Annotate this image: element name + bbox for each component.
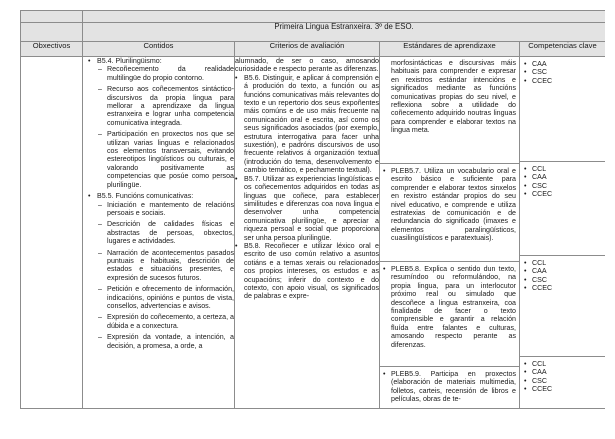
header-estandares: Estándares de aprendizaxe [380,42,520,57]
estandar-block [380,367,519,408]
estandares-cell [380,57,520,409]
contido-block [88,192,234,350]
obxectivos-cell [21,57,83,409]
competencia-tag: • CCEC [523,385,602,393]
contido-heading: B5.5. Funcións comunicativas: [97,192,194,201]
competencia-tag: • CSC [523,68,602,76]
competencia-tag: • CAA [523,368,602,376]
header-contidos: Contidos [83,42,235,57]
estandar-block [380,262,519,367]
criterios-cell [235,57,380,409]
competencias-block [520,357,605,398]
criterios-list [235,74,379,301]
contido-item: – Expresión da vontade, a intención, a decisión, a promesa, a orde, a [98,333,234,350]
estandar-text: Participa en proxectos (elaboración de materiais multimedia, folletos, carteis, recensión de libros e películas, obras de te- [391,370,516,404]
contido-heading: B5.4. Plurilingüismo: [97,57,162,65]
estandar-text: Utiliza un vocabulario oral e escrito básico e suficiente para comprender e elaborar textos sinxelos en rexistro estándar propios do seu nivel educativo, e comprende e utiliza estratexias de comunicación e de redundancia do significado (imaxes e elementos paralingüísticos, cuasilingüísticos e paratextuais). [391,167,516,243]
column-header-row [21,42,606,57]
competencia-tag: • CSC [523,377,602,385]
criterio-item: • B5.8. Recoñecer e utilizar léxico oral e escrito de uso común relativo a asuntos cotiáns e a temas xerais ou relacionados cos propios intereses, os estudos e as ocupacións; inferir do contexto e do cotexto, con apoio visual, os significados de palabras e expre- [235,242,379,301]
header-obxectivos: Obxectivos [21,42,83,57]
contido-item: – Recurso aos coñecementos sintáctico-discursivos da propia lingua para mellorar a aprendizaxe da lingua estranxeira e lograr unha competencia comunicativa integrada. [98,85,234,127]
competencia-tag: • CCEC [523,190,602,198]
title-row [21,23,606,42]
competencia-tag: • CSC [523,182,602,190]
contido-item: – Participación en proxectos nos que se utilizan varias linguas e relacionados cos elementos transversais, evitando estereotipos lingüísticos ou culturais, e valorando positivamente as competencias que posúe como persoa plurilingüe. [98,130,234,189]
competencia-tag: • CAA [523,60,602,68]
header-competencias: Competencias clave [520,42,606,57]
curriculum-document [20,10,605,428]
competencia-tag: • CAA [523,267,602,275]
contidos-list [83,57,234,350]
content-row [21,57,606,409]
criterio-text: alumnado, de ser o caso, amosando curiosidade e respecto perante as diferenzas. [235,57,379,74]
contido-item: – Petición e ofrecemento de información, indicacións, opinións e puntos de vista, consellos, advertencias e avisos. [98,285,234,310]
contido-item: – Recoñecemento da realidade multilingüe do propio contorno. [98,65,234,82]
estandar-text: morfosintácticas e discursivas máis habituais para comprender e expresar en rexistros estándar intencións e significados mediante as funcións comunicativas propias do seu nivel, e reflexiona sobre a utilidade do coñecemento adquirido noutras linguas para comprender e elaborar textos na lingua meta. [391,59,516,135]
competencia-tag: • CCL [523,259,602,267]
estandar-block [380,57,519,164]
competencia-tag: • CCEC [523,77,602,85]
curriculum-table [20,10,605,409]
contido-block [88,57,234,189]
competencias-block [520,57,605,162]
top-header-row [21,11,606,23]
table-title: Primeira Lingua Estranxeira. 3º de ESO. [83,23,606,42]
contido-item: – Descrición de calidades físicas e abstractas de persoas, obxectos, lugares e actividades. [98,220,234,245]
competencia-tag: • CCL [523,165,602,173]
header-criterios: Criterios de avaliación [235,42,380,57]
estandar-code: PLEB5.9. [391,370,421,378]
estandar-text: Explica o sentido dun texto, resumíndoo ou reformulándoo, na propia lingua, para un interlocutor próximo real ou simulado que descoñece a lingua estranxeira, coa finalidade de facer o texto comprensible e garantir a relación fluída entre falantes e culturas, amosando respecto perante as diferenzas. [391,265,516,349]
criterio-item: • B5.6. Distinguir, e aplicar á comprensión e á produción do texto, a función ou as funcións comunicativas máis relevantes do texto e un repertorio dos seus expoñentes máis comúns e de uso máis frecuente na comunicación oral e escrita, así como os seus significados asociados (por exemplo, estrutura interrogativa para facer unha suxestión), e padróns discursivos de uso frecuente relativos á organización textual (introdución do tema, desenvolvemento e cambio temático, e pechamento textual). [235,74,379,175]
estandar-block [380,164,519,262]
contido-item: – Narración de acontecementos pasados puntuais e habituais, descrición de estados e situacións presentes, e expresión de sucesos futuros. [98,249,234,283]
competencias-block [520,256,605,357]
contidos-cell [83,57,235,409]
contido-item: – Iniciación e mantemento de relacións persoais e sociais. [98,201,234,218]
competencias-cell [520,57,606,409]
competencia-tag: • CCL [523,360,602,368]
criterio-item: • B5.7. Utilizar as experiencias lingüísticas e os coñecementos adquiridos en todas as linguas que coñece, para establecer similitudes e diferenzas coa nova lingua e desenvolver unha competencia comunicativa plurilingüe, e apreciar a riqueza persoal e social que proporciona ser unha persoa plurilingüe. [235,175,379,242]
competencias-block [520,162,605,256]
estandar-code: PLEB5.7. [391,167,421,175]
competencia-tag: • CSC [523,276,602,284]
competencia-tag: • CAA [523,173,602,181]
contido-item: – Expresión do coñecemento, a certeza, a dúbida e a conxectura. [98,313,234,330]
estandar-code: PLEB5.8. [391,265,421,273]
competencia-tag: • CCEC [523,284,602,292]
